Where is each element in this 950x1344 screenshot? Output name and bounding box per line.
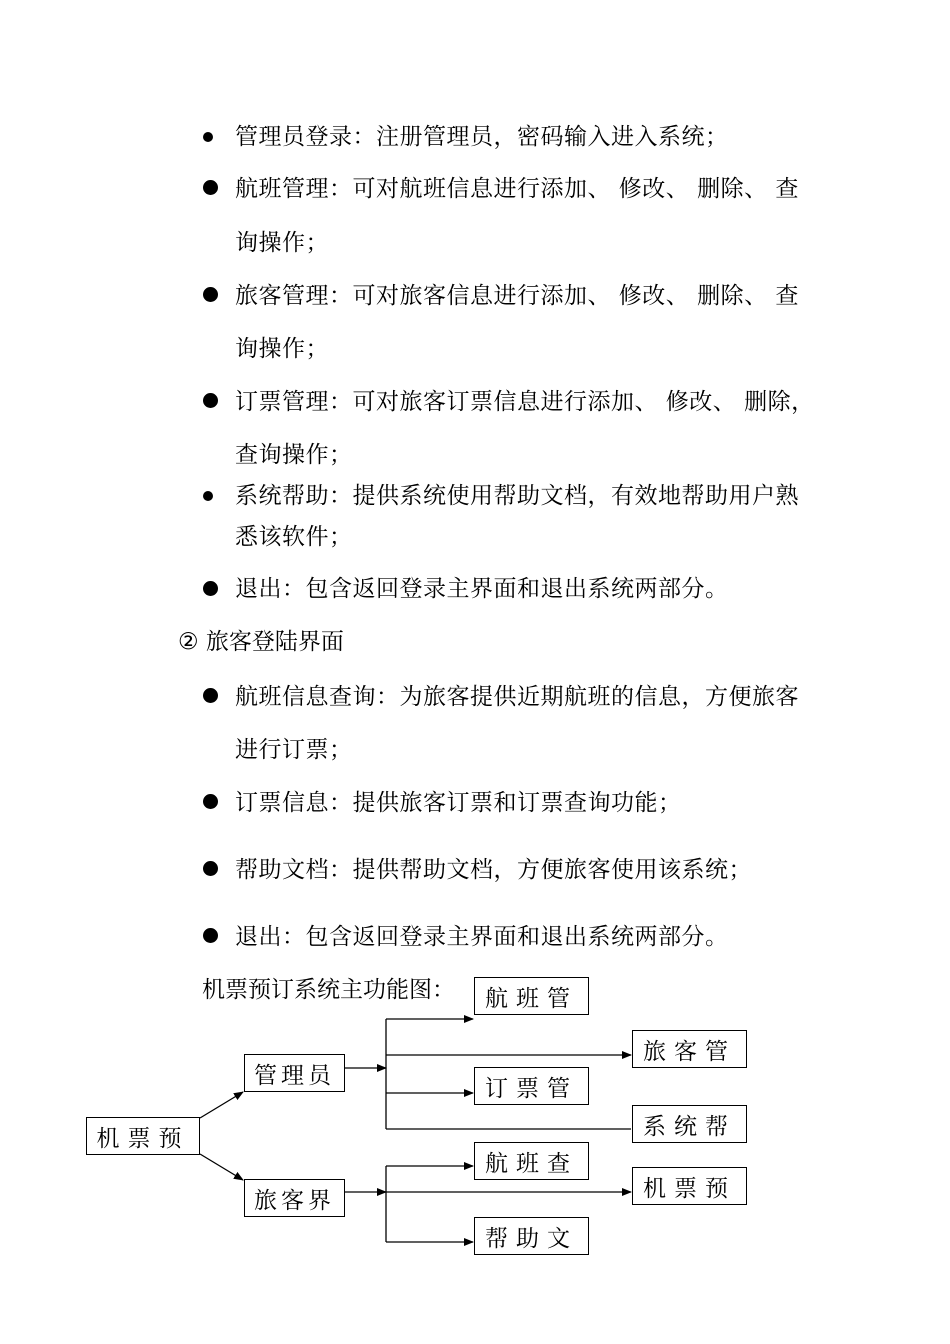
bullet-text-continued: 查询操作； — [235, 442, 353, 468]
section-heading: ② 旅客登陆界面 — [178, 629, 344, 655]
bullet-text-continued: 询操作； — [235, 336, 329, 362]
node-root: 机票预 — [86, 1117, 200, 1155]
node-passenger: 旅客界 — [244, 1179, 345, 1217]
bullet-text: 系统帮助：提供系统使用帮助文档，有效地帮助用户熟 — [235, 483, 799, 509]
bullet-text: 航班管理：可对航班信息进行添加、 修改、 删除、 查 — [235, 176, 799, 202]
node-system-help: 系统帮 — [632, 1105, 747, 1143]
bullet-text: 订票信息：提供旅客订票和订票查询功能； — [235, 790, 682, 816]
bullet-text: 旅客管理：可对旅客信息进行添加、 修改、 删除、 查 — [235, 283, 799, 309]
bullet-text: 退出：包含返回登录主界面和退出系统两部分。 — [235, 924, 729, 950]
node-help-docs: 帮助文 — [474, 1217, 589, 1255]
bullet-text-continued: 进行订票； — [235, 737, 353, 763]
bullet-text: 订票管理：可对旅客订票信息进行添加、 修改、 删除， — [235, 389, 815, 415]
connector-root-passenger — [200, 1154, 243, 1180]
connector-root-admin — [200, 1092, 243, 1118]
node-flight-query: 航班查 — [474, 1142, 589, 1180]
bullet-text: 航班信息查询：为旅客提供近期航班的信息，方便旅客 — [235, 684, 799, 710]
bullet-text-continued: 询操作； — [235, 230, 329, 256]
node-flight-management: 航班管 — [474, 977, 589, 1015]
bullet-text: 退出：包含返回登录主界面和退出系统两部分。 — [235, 576, 729, 602]
bullet-text-continued: 悉该软件； — [235, 524, 353, 550]
node-booking-management: 订票管 — [474, 1067, 589, 1105]
node-ticket-booking: 机票预 — [632, 1167, 747, 1205]
node-admin: 管理员 — [244, 1054, 345, 1092]
diagram-caption: 机票预订系统主功能图： — [202, 977, 455, 1003]
bullet-text: 帮助文档：提供帮助文档，方便旅客使用该系统； — [235, 857, 752, 883]
node-passenger-management: 旅客管 — [632, 1030, 747, 1068]
bullet-text: 管理员登录：注册管理员，密码输入进入系统； — [235, 124, 729, 150]
